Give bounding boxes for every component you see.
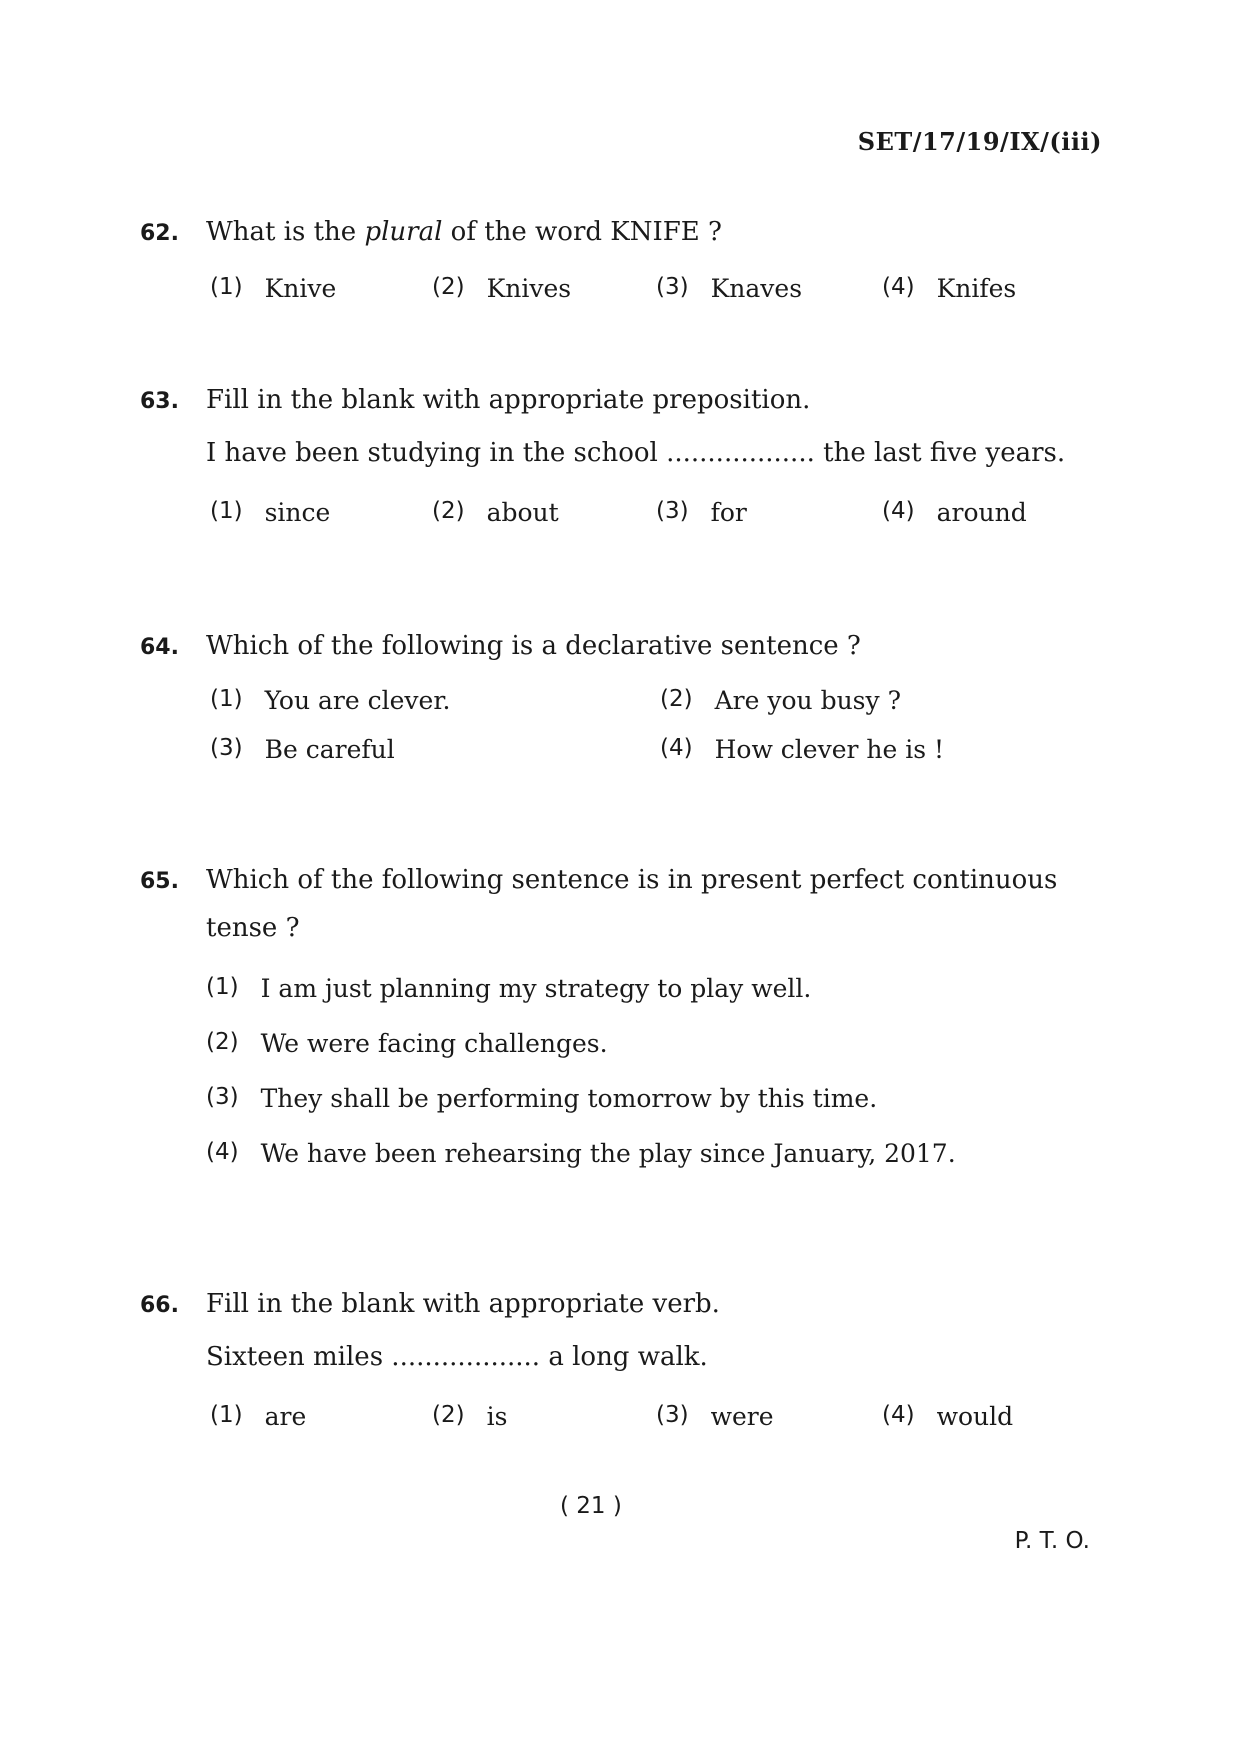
question-number: 65. bbox=[140, 869, 179, 894]
option-1 bbox=[210, 498, 432, 527]
option-2 bbox=[432, 1402, 656, 1431]
question-text-part: of the word KNIFE ? bbox=[442, 217, 722, 247]
option-number: (3) bbox=[656, 498, 689, 524]
question-text: Fill in the blank with appropriate preposition. bbox=[206, 385, 811, 415]
option-4 bbox=[882, 1402, 1013, 1431]
question-stem: Sixteen miles .................. a long walk. bbox=[206, 1342, 708, 1372]
option-text: Knifes bbox=[936, 274, 1017, 303]
question-65 bbox=[140, 856, 1100, 1194]
option-number: (3) bbox=[210, 735, 243, 761]
option-text: were bbox=[710, 1402, 774, 1431]
question-number: 66. bbox=[140, 1293, 179, 1318]
page-number: ( 21 ) bbox=[560, 1493, 622, 1519]
option-text: Knive bbox=[264, 274, 337, 303]
option-2 bbox=[432, 498, 656, 527]
option-number: (4) bbox=[206, 1139, 239, 1165]
option-number: (2) bbox=[432, 498, 465, 524]
option-number: (1) bbox=[210, 686, 243, 712]
option-2 bbox=[660, 686, 1110, 715]
option-number: (2) bbox=[432, 1402, 465, 1428]
option-2 bbox=[206, 1029, 1100, 1058]
question-64 bbox=[140, 622, 1100, 764]
option-1 bbox=[210, 686, 660, 715]
option-text: about bbox=[486, 498, 559, 527]
option-number: (1) bbox=[210, 1402, 243, 1428]
option-text: They shall be performing tomorrow by this time. bbox=[260, 1084, 878, 1113]
option-text: for bbox=[710, 498, 747, 527]
option-4 bbox=[206, 1139, 1100, 1168]
options bbox=[210, 1402, 1100, 1431]
options bbox=[210, 274, 1100, 303]
option-4 bbox=[660, 735, 1110, 764]
option-number: (1) bbox=[210, 498, 243, 524]
option-number: (1) bbox=[210, 274, 243, 300]
option-text: How clever he is ! bbox=[714, 735, 945, 764]
option-text: We were facing challenges. bbox=[260, 1029, 608, 1058]
question-text: Which of the following is a declarative sentence ? bbox=[206, 631, 861, 661]
question-66 bbox=[140, 1280, 1100, 1431]
question-63 bbox=[140, 376, 1100, 527]
pto-label: P. T. O. bbox=[1014, 1528, 1090, 1554]
option-text: Are you busy ? bbox=[714, 686, 901, 715]
option-1 bbox=[206, 974, 1100, 1003]
option-text: around bbox=[936, 498, 1027, 527]
set-code: SET/17/19/IX/(iii) bbox=[857, 127, 1102, 156]
option-3 bbox=[656, 498, 882, 527]
option-text: You are clever. bbox=[264, 686, 451, 715]
option-3 bbox=[656, 274, 882, 303]
option-4 bbox=[882, 274, 1016, 303]
option-number: (2) bbox=[432, 274, 465, 300]
option-number: (4) bbox=[882, 274, 915, 300]
option-1 bbox=[210, 1402, 432, 1431]
option-number: (3) bbox=[656, 1402, 689, 1428]
question-text: Which of the following sentence is in present perfect continuous tense ? bbox=[206, 865, 1058, 943]
options bbox=[206, 974, 1100, 1168]
question-stem: I have been studying in the school .................. the last five years. bbox=[206, 438, 1066, 468]
question-text: Fill in the blank with appropriate verb. bbox=[206, 1289, 720, 1319]
option-text: would bbox=[936, 1402, 1014, 1431]
options bbox=[210, 686, 1100, 764]
option-text: Be careful bbox=[264, 735, 395, 764]
option-text: Knaves bbox=[710, 274, 803, 303]
option-number: (3) bbox=[656, 274, 689, 300]
option-3 bbox=[210, 735, 660, 764]
option-number: (4) bbox=[882, 1402, 915, 1428]
option-2 bbox=[432, 274, 656, 303]
question-number: 62. bbox=[140, 221, 179, 246]
option-text: since bbox=[264, 498, 331, 527]
option-text: Knives bbox=[486, 274, 572, 303]
option-1 bbox=[210, 274, 432, 303]
question-number: 63. bbox=[140, 389, 179, 414]
option-number: (4) bbox=[660, 735, 693, 761]
option-number: (4) bbox=[882, 498, 915, 524]
option-text: are bbox=[264, 1402, 307, 1431]
question-62 bbox=[140, 208, 1100, 303]
options bbox=[210, 498, 1100, 527]
option-number: (2) bbox=[660, 686, 693, 712]
question-text bbox=[206, 208, 722, 256]
question-number: 64. bbox=[140, 635, 179, 660]
option-text: I am just planning my strategy to play well. bbox=[260, 974, 812, 1003]
option-number: (3) bbox=[206, 1084, 239, 1110]
question-text-emphasis: plural bbox=[364, 217, 443, 247]
option-number: (2) bbox=[206, 1029, 239, 1055]
option-4 bbox=[882, 498, 1027, 527]
option-text: is bbox=[486, 1402, 508, 1431]
question-text-part: What is the bbox=[206, 217, 365, 247]
option-3 bbox=[656, 1402, 882, 1431]
option-3 bbox=[206, 1084, 1100, 1113]
option-text: We have been rehearsing the play since January, 2017. bbox=[260, 1139, 956, 1168]
option-number: (1) bbox=[206, 974, 239, 1000]
